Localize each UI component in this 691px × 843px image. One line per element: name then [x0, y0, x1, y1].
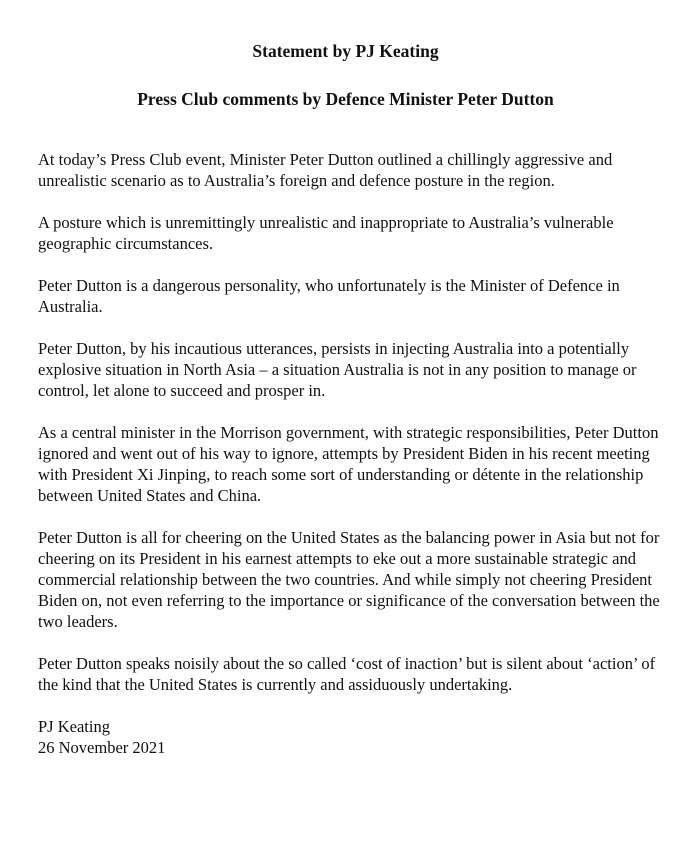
statement-subtitle: Press Club comments by Defence Minister Peter Dutton: [137, 89, 554, 109]
paragraph: Peter Dutton speaks noisily about the so called ‘cost of inaction’ but is silent about ‘action’ of the kind that the United States is currently and assiduously undertaking.: [38, 654, 656, 694]
paragraph: Peter Dutton, by his incautious utterances, persists in injecting Australia into a potentially explosive situation in North Asia – a situation Australia is not in any position to manage or control, let alone to succeed and prosper in.: [38, 339, 637, 400]
paragraph: As a central minister in the Morrison government, with strategic responsibilities, Peter Dutton ignored and went out of his way to ignore, attempts by President Biden in his recent meeting with President Xi Jinping, to reach some sort of understanding or détente in the relationship between United States and China.: [38, 423, 659, 505]
paragraph: A posture which is unremittingly unrealistic and inappropriate to Australia’s vulnerable geographic circumstances.: [38, 213, 614, 253]
paragraph: Peter Dutton is a dangerous personality, who unfortunately is the Minister of Defence in Australia.: [38, 276, 620, 316]
paragraph: At today’s Press Club event, Minister Peter Dutton outlined a chillingly aggressive and unrealistic scenario as to Australia’s foreign and defence posture in the region.: [38, 150, 613, 190]
statement-body: [38, 149, 668, 758]
signature-block: [38, 716, 668, 758]
paragraph: Peter Dutton is all for cheering on the United States as the balancing power in Asia but not for cheering on its President in his earnest attempts to eke out a more sustainable strategic and commercial relationship between the two countries. And while simply not cheering President Biden on, not even referring to the importance or significance of the conversation between the two leaders.: [38, 528, 660, 631]
statement-title: Statement by PJ Keating: [252, 41, 439, 61]
signature-date: 26 November 2021: [38, 738, 166, 757]
signature-name: PJ Keating: [38, 717, 110, 736]
